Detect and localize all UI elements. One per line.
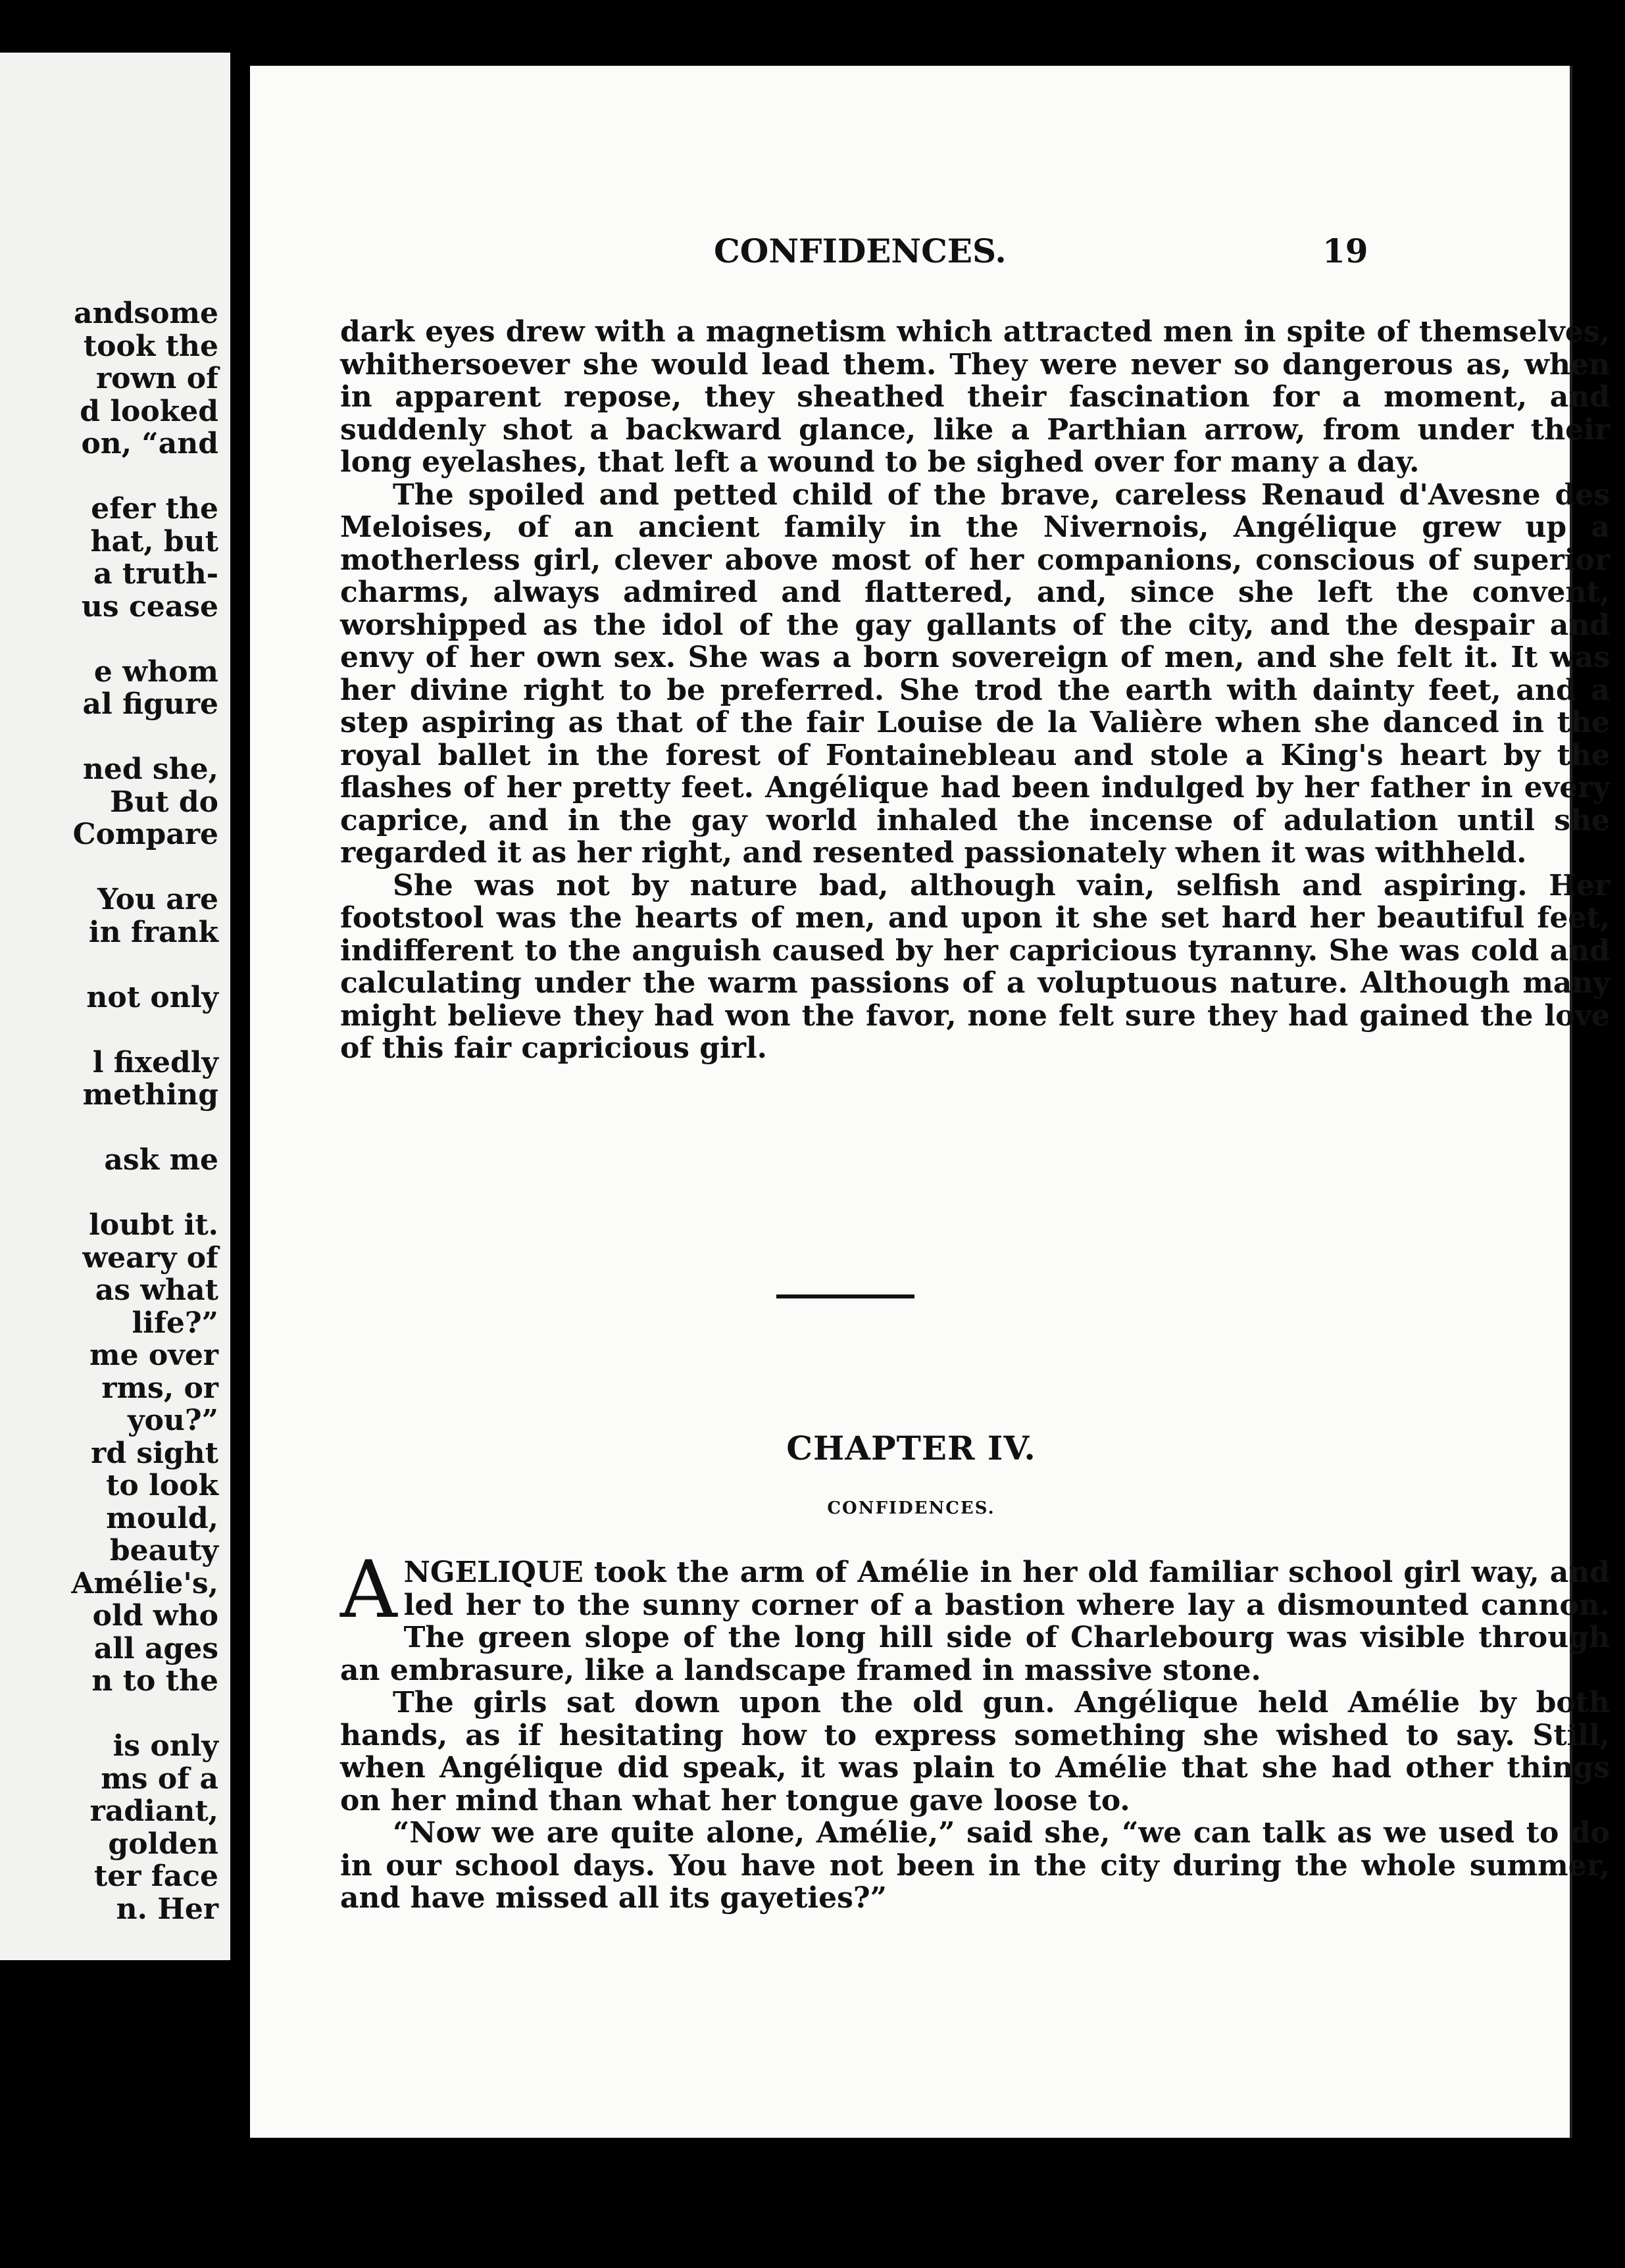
- left-page-line: radiant,: [89, 1794, 218, 1828]
- left-page-line: loubt it.: [89, 1208, 218, 1242]
- left-page-line: l fixedly: [92, 1045, 218, 1079]
- paragraph: She was not by nature bad, although vain, selfish and aspiring. Her footstool was the hearts of men, and upon it she set hard her beautiful feet, indifferent to the anguish caused by her capricious tyranny. She was cold and calculating under the warm passions of a voluptuous nature. Although many might believe they had won the favor, none felt sure they had gained the love of this fair capricious girl.: [340, 868, 1610, 1065]
- left-page-line: me over: [89, 1339, 218, 1372]
- left-page-line: d looked: [80, 394, 218, 428]
- left-page-line: al figure: [82, 687, 218, 721]
- left-page-line: golden: [108, 1827, 218, 1861]
- left-page-gap: [71, 721, 218, 754]
- page-number: 19: [1322, 232, 1368, 270]
- left-page-line: as what: [95, 1273, 218, 1307]
- left-page-line: not only: [86, 980, 218, 1014]
- paragraph: The girls sat down upon the old gun. Angélique held Amélie by both hands, as if hesitating how to express something she wished to say. Still, when Angélique did speak, it was plain to Amélie that she had other things on her mind than what her tongue gave loose to.: [340, 1686, 1610, 1817]
- left-page-line: on, “and: [81, 427, 218, 460]
- chapter-text: [340, 1544, 1610, 1915]
- left-page-line: mould,: [106, 1501, 218, 1535]
- left-page-gap: [71, 1014, 218, 1047]
- section-divider: [776, 1294, 914, 1298]
- left-page-line: e whom: [93, 654, 218, 689]
- left-page-gap: [71, 851, 218, 884]
- left-page-gap: [71, 949, 218, 981]
- left-page: [0, 53, 230, 1960]
- left-page-line: you?”: [128, 1404, 218, 1437]
- left-page-line: mething: [82, 1078, 218, 1112]
- chapter-opening-paragraph: [340, 1544, 1610, 1687]
- left-page-line: ask me: [104, 1143, 218, 1177]
- left-page-line: us cease: [81, 589, 218, 624]
- left-page-line: efer the: [91, 492, 218, 526]
- left-page-line: hat, but: [90, 524, 218, 558]
- chapter-title: CHAPTER IV.: [786, 1429, 1036, 1467]
- left-page-line: to look: [106, 1469, 218, 1502]
- left-page-gap: [71, 1177, 218, 1210]
- paragraph: dark eyes drew with a magnetism which attracted men in spite of themselves, whithersoever she would lead them. They were never so dangerous as, when in apparent repose, they sheathed their fascination for a moment, and suddenly shot a backward glance, like a Parthian arrow, from under their long eyelashes, that left a wound to be sighed over for many a day.: [340, 315, 1610, 479]
- left-page-gap: [71, 1698, 218, 1731]
- left-page-line: in frank: [88, 915, 218, 949]
- left-page-line: life?”: [132, 1306, 218, 1340]
- left-page-line: Amélie's,: [71, 1566, 218, 1600]
- paragraph: The spoiled and petted child of the brave, careless Renaud d'Avesne des Meloises, of an ancient family in the Nivernois, Angélique grew up a motherless girl, clever above most of her companions, conscious of superior charms, always admired and flattered, and, since she left the convent, worshipped as the idol of the gay gallants of the city, and the despair and envy of her own sex. She was a born sovereign of men, and she felt it. It was her divine right to be preferred. She trod the earth with dainty feet, and a step aspiring as that of the fair Louise de la Valière when she danced in the royal ballet in the forest of Fontainebleau and stole a King's heart by the flashes of her pretty feet. Angélique had been indulged by her father in every caprice, and in the gay world inhaled the incense of adulation until she regarded it as her right, and resented passionately when it was withheld.: [340, 478, 1610, 870]
- running-title: CONFIDENCES.: [714, 232, 1007, 270]
- left-page-line: weary of: [82, 1241, 218, 1275]
- chapter-subtitle: CONFIDENCES.: [827, 1498, 995, 1518]
- left-page-line: But do: [110, 785, 218, 819]
- left-page-line: took the: [83, 329, 218, 363]
- left-page-line: You are: [97, 883, 218, 916]
- left-page-line: ned she,: [82, 752, 218, 786]
- left-page-line: all ages: [93, 1631, 218, 1665]
- left-page-gap: [71, 460, 218, 493]
- right-page: [250, 66, 1610, 2138]
- left-page-line: n. Her: [116, 1892, 218, 1926]
- left-page-line: beauty: [109, 1534, 218, 1567]
- left-page-line: n to the: [91, 1664, 218, 1698]
- left-page-text: [71, 297, 218, 1925]
- opening-text: NGELIQUE took the arm of Amélie in her old familiar school girl way, and led her to the sunny corner of a bastion where lay a dismounted cannon. The green slope of the long hill side of Charlebourg was visible through an embrasure, like a landscape framed in massive stone.: [340, 1556, 1610, 1687]
- left-page-line: Compare: [72, 818, 218, 851]
- left-page-gap: [71, 1112, 218, 1145]
- paragraph: “Now we are quite alone, Amélie,” said she, “we can talk as we used to do in our school days. You have not been in the city during the whole summer, and have missed all its gayeties?”: [340, 1816, 1610, 1915]
- left-page-line: rms, or: [101, 1371, 218, 1405]
- drop-cap: A: [340, 1544, 397, 1636]
- body-text: [340, 316, 1610, 1065]
- left-page-line: rd sight: [91, 1436, 218, 1470]
- left-page-line: a truth-: [93, 557, 218, 591]
- left-page-line: ms of a: [101, 1762, 218, 1796]
- left-page-gap: [71, 623, 218, 656]
- left-page-line: rown of: [96, 362, 218, 395]
- left-page-line: is only: [113, 1729, 218, 1763]
- left-page-line: andsome: [74, 297, 218, 330]
- left-page-line: old who: [92, 1599, 218, 1633]
- left-page-line: ter face: [93, 1860, 218, 1893]
